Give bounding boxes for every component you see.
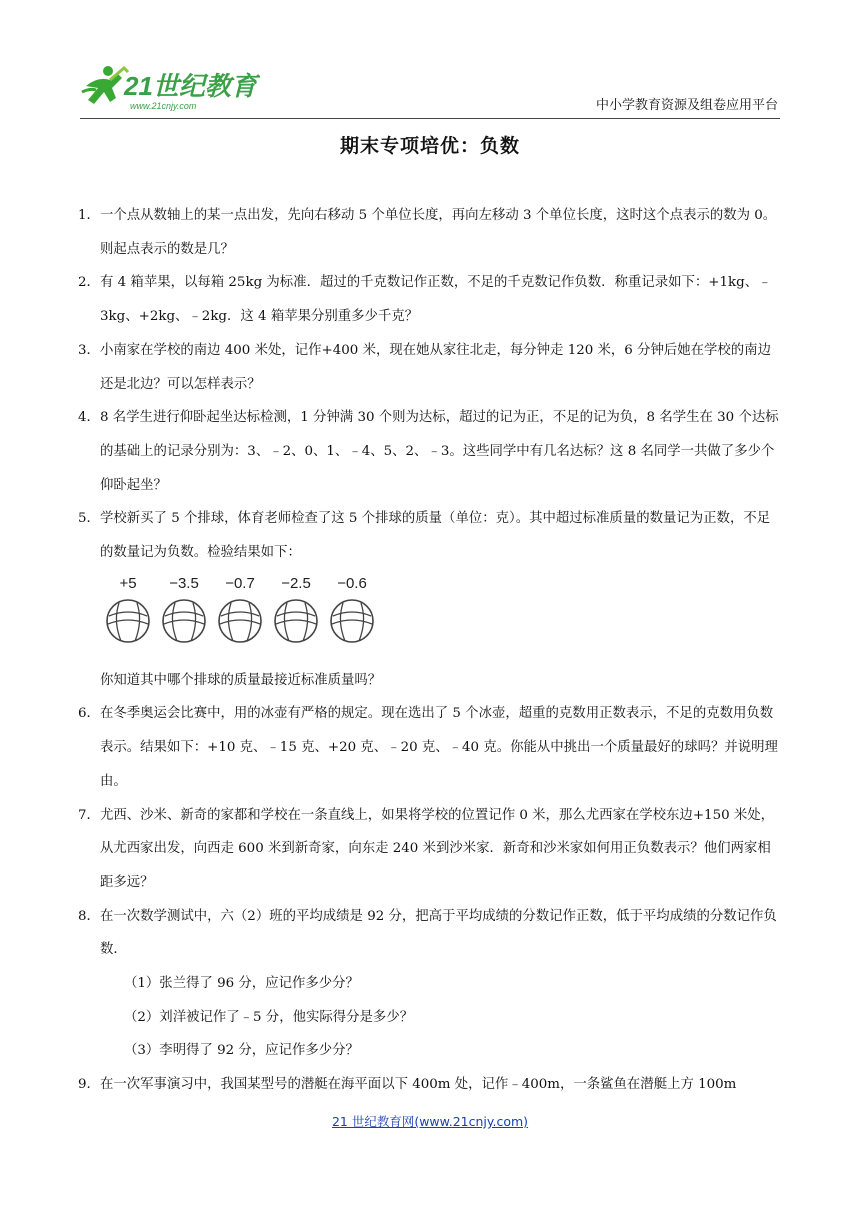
- logo-text: 21世纪教育: [124, 71, 257, 101]
- question-text: 在冬季奥运会比赛中，用的冰壶有严格的规定。现在选出了 5 个冰壶，超重的克数用正数表示，不足的克数用负数表示。结果如下：+10 克、﹣15 克、+20 克、﹣20 克、﹣40 克。你能从中挑出一个质量最好的球吗？并说明理由。: [100, 706, 778, 789]
- question-text: 你知道其中哪个排球的质量最接近标准质量吗？: [100, 672, 382, 688]
- question-2: [78, 266, 782, 333]
- question-number: 9．: [78, 1077, 100, 1093]
- page-header: [80, 62, 780, 120]
- question-text: 有 4 箱苹果，以每箱 25kg 为标准．超过的千克数记作正数，不足的千克数记作负数．称重记录如下：+1kg、﹣3kg、+2kg、﹣2kg．这 4 箱苹果分别重多少千克？: [100, 275, 772, 325]
- question-list: [78, 199, 782, 1102]
- question-5: [78, 502, 782, 569]
- logo-url: www.21cnjy.com: [130, 101, 197, 111]
- question-number: 5．: [78, 511, 100, 527]
- volleyball-icon: [217, 598, 263, 644]
- question-3: [78, 334, 782, 401]
- question-number: 4．: [78, 410, 100, 426]
- volleyball-figure: [100, 570, 782, 662]
- question-number: 3．: [78, 342, 100, 358]
- ball-weight-label: −0.7: [225, 574, 255, 592]
- volleyball-icon: [161, 598, 207, 644]
- volleyball-icon: [273, 598, 319, 644]
- logo-21cnjy: [80, 62, 260, 114]
- question-number: 2．: [78, 275, 100, 291]
- question-7: [78, 799, 782, 900]
- volleyball-icon: [329, 598, 375, 644]
- question-text: 学校新买了 5 个排球，体育老师检查了这 5 个排球的质量（单位：克）。其中超过标准质量的数量记为正数，不足的数量记为负数。检验结果如下：: [100, 511, 771, 561]
- question-1: [78, 199, 782, 266]
- volleyball-item: [268, 574, 324, 644]
- ball-weight-label: −0.6: [337, 574, 367, 592]
- volleyball-item: [212, 574, 268, 644]
- question-8: [78, 900, 782, 1069]
- question-9: [78, 1068, 782, 1102]
- footer-link[interactable]: 21 世纪教育网(www.21cnjy.com): [331, 1114, 529, 1129]
- ball-weight-label: −2.5: [281, 574, 311, 592]
- sub-question: （1）张兰得了 96 分，应记作多少分？: [124, 976, 359, 992]
- volleyball-item: [324, 574, 380, 644]
- volleyball-item: [100, 574, 156, 644]
- question-6: [78, 697, 782, 798]
- sub-question: （3）李明得了 92 分，应记作多少分？: [124, 1043, 359, 1059]
- question-text: 8 名学生进行仰卧起坐达标检测，1 分钟满 30 个则为达标，超过的记为正，不足的记为负，8 名学生在 30 个达标的基础上的记录分别为：3、﹣2、0、1、﹣4、5、2、﹣3。这些同学中有几名达标？这 8 名同学一共做了多少个仰卧起坐？: [100, 410, 779, 493]
- question-text: 在一次数学测试中，六（2）班的平均成绩是 92 分，把高于平均成绩的分数记作正数，低于平均成绩的分数记作负数．: [100, 908, 777, 958]
- question-text: 小南家在学校的南边 400 米处，记作+400 米，现在她从家往北走，每分钟走 120 米，6 分钟后她在学校的南边还是北边？可以怎样表示？: [100, 342, 771, 392]
- volleyball-icon: [105, 598, 151, 644]
- question-text: 一个点从数轴上的某一点出发，先向右移动 5 个单位长度，再向左移动 3 个单位长度，这时这个点表示的数为 0。则起点表示的数是几？: [100, 208, 777, 257]
- question-text: 在一次军事演习中，我国某型号的潜艇在海平面以下 400m 处，记作﹣400m，一条鲨鱼在潜艇上方 100m: [100, 1077, 737, 1093]
- sub-question: （2）刘洋被记作了﹣5 分，他实际得分是多少？: [124, 1009, 414, 1025]
- question-number: 6．: [78, 706, 100, 722]
- question-text: 尤西、沙米、新奇的家都和学校在一条直线上，如果将学校的位置记作 0 米，那么尤西家在学校东边+150 米处，从尤西家出发，向西走 600 米到新奇家，向东走 240 米到沙米家．新奇和沙米家如何用正负数表示？他们两家相距多远？: [100, 807, 775, 890]
- platform-name: 中小学教育资源及组卷应用平台: [595, 98, 778, 113]
- page-footer: [0, 1112, 860, 1130]
- header-divider: [80, 118, 780, 119]
- question-number: 8．: [78, 908, 100, 924]
- volleyball-item: [156, 574, 212, 644]
- question-5-followup: [78, 664, 782, 698]
- question-number: 7．: [78, 807, 100, 823]
- page-title: 期末专项培优：负数: [339, 135, 520, 157]
- runner-icon: [82, 66, 128, 104]
- question-4: [78, 401, 782, 502]
- question-number: 1．: [78, 208, 100, 223]
- ball-weight-label: −3.5: [169, 574, 199, 592]
- ball-weight-label: +5: [119, 574, 137, 592]
